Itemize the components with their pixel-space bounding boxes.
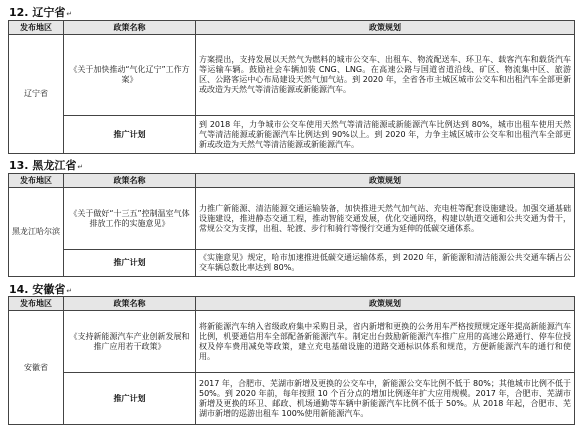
promo-label-cell: 推广计划	[64, 116, 196, 154]
header-policy: 政策名称	[64, 21, 196, 35]
plan-text-cell: 将新能源汽车纳入省级政府集中采购目录，省内新增和更换的公务用车严格按照规定逐年提高新能源汽车比例，机要通信用车全部配备新能源汽车。制定出台鼓励新能源汽车推广应用的高速公路通行、停车位授权及停车费用减免等政策，建立充电基础设施的道路交通标识体系和规范，方便新能源汽车的通行和使用。	[196, 311, 575, 373]
plan-text-cell: 力推广新能源、清洁能源交通运输装备，加快推进天然气加气站、充电桩等配套设施建设。加强交通基础设施建设，推进静态交通工程，推动智能交通发展，优化交通网络，构建以轨道交通和公共交通为骨干，常规公交为支撑，出租、轮渡、步行和骑行等慢行交通为延伸的低碳交通体系。	[196, 188, 575, 250]
header-region: 发布地区	[9, 297, 64, 311]
header-plan: 政策规划	[196, 174, 575, 188]
section-title-liaoning: 12. 辽宁省↵	[9, 6, 73, 19]
promo-text-cell: 《实施意见》规定，哈市加速推进低碳交通运输体系，到 2020 年，新能源和清洁能源公共交通车辆占公交车辆总数比率达到 80%。	[196, 250, 575, 277]
section-title-heilongjiang: 13. 黑龙江省↵	[9, 159, 84, 172]
header-policy: 政策名称	[64, 297, 196, 311]
plan-text-cell: 方案提出，支持发展以天然气为燃料的城市公交车、出租车、物流配送车、环卫车、载客汽车和载货汽车等运输车辆。鼓励社会车辆加装 CNG、LNG。在高速公路与国道省道沿线、矿区、物流集中区、旅游区、公路客运中心布局建设天然气加气站。到 2020 年，全省各市主城区城市公交车和出租汽车全部更新或改造为天然气等清洁能源或新能源汽车。	[196, 35, 575, 116]
policy-name-cell: 《关于加快推动“气化辽宁”工作方案》	[64, 35, 196, 116]
region-cell: 辽宁省	[9, 35, 64, 154]
header-plan: 政策规划	[196, 297, 575, 311]
promo-label-cell: 推广计划	[64, 373, 196, 425]
header-plan: 政策规划	[196, 21, 575, 35]
header-policy: 政策名称	[64, 174, 196, 188]
promo-text-cell: 2017 年，合肥市、芜湖市新增及更换的公交车中，新能源公交车比例不低于 80%；其他城市比例不低于 50%。到 2020 年前，每年按照 10 个百分点的增加比例逐年扩大应用规模。2017 年，合肥市、芜湖市新增及更换的环卫、邮政、机场通勤等车辆中新能源汽车比例不低于 50%。从 2018 年起，合肥市、芜湖市新增的巡游出租车 100%使用新能源汽车。	[196, 373, 575, 425]
policy-table-anhui	[8, 296, 575, 425]
policy-name-cell: 《支持新能源汽车产业创新发展和推广应用若干政策》	[64, 311, 196, 373]
header-region: 发布地区	[9, 174, 64, 188]
section-title-anhui: 14. 安徽省↵	[9, 283, 73, 296]
policy-table-liaoning	[8, 20, 575, 154]
region-cell: 安徽省	[9, 311, 64, 425]
header-region: 发布地区	[9, 21, 64, 35]
policy-name-cell: 《关于做好“十三五”控制温室气体排放工作的实施意见》	[64, 188, 196, 250]
policy-table-heilongjiang	[8, 173, 575, 277]
promo-label-cell: 推广计划	[64, 250, 196, 277]
region-cell: 黑龙江哈尔滨	[9, 188, 64, 277]
promo-text-cell: 到 2018 年，力争城市公交车使用天然气等清洁能源或新能源汽车比例达到 80%，城市出租车使用天然气等清洁能源或新能源汽车比例达到 90%以上。到 2020 年，力争主城区城市公交车和出租汽车全部更新或改造为天然气等清洁能源或新能源汽车。	[196, 116, 575, 154]
